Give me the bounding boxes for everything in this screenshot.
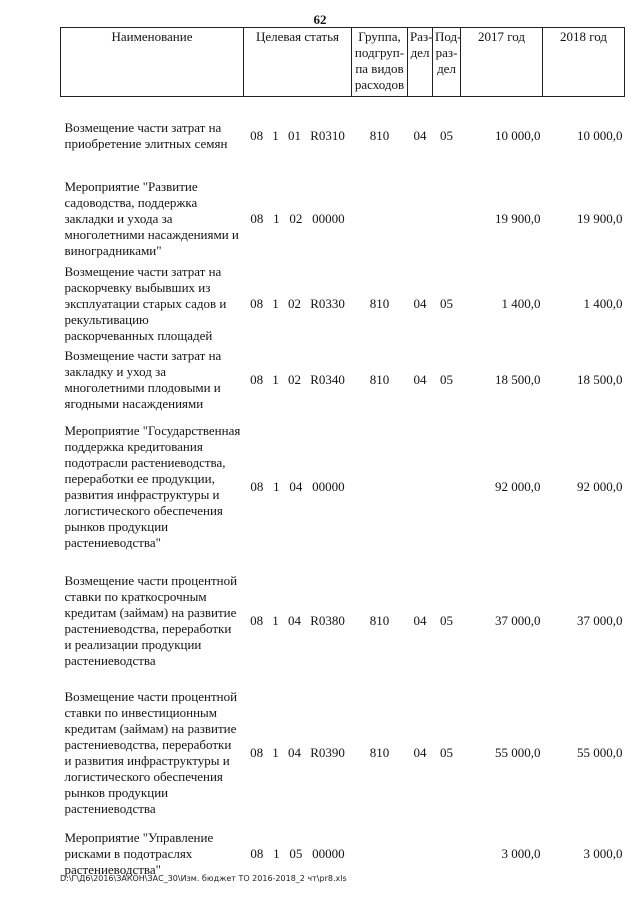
row-group	[352, 175, 408, 263]
table-row	[61, 415, 625, 560]
article-event: 04	[289, 479, 303, 494]
row-group: 810	[369, 744, 390, 760]
article-direction: 00000	[312, 479, 345, 494]
row-group: 810	[369, 612, 390, 628]
row-subsection	[433, 824, 461, 884]
row-2017: 3 000,0	[501, 845, 541, 861]
article-program: 08	[250, 744, 264, 760]
article-program: 08	[250, 295, 264, 311]
article-program: 08	[250, 845, 264, 861]
row-section: 04	[413, 127, 427, 143]
row-article	[244, 263, 352, 345]
row-section	[408, 824, 433, 884]
row-2018: 55 000,0	[577, 744, 623, 760]
row-section: 04	[413, 744, 427, 760]
row-2017: 92 000,0	[495, 479, 541, 494]
article-subprogram: 1	[272, 295, 279, 311]
file-path-footer: D:\Г\Д6\2016\ЗАКОН\ЗАС_30\Изм. бюджет ТО 2016-2018_2 чт\pr8.xls	[60, 874, 347, 883]
row-name: Возмещение части затрат на закладку и уход за многолетними плодовыми и ягодными насаждениями	[64, 347, 222, 411]
row-name: Мероприятие "Управление рисками в подотраслях растениеводства"	[64, 829, 214, 877]
article-event: 01	[288, 127, 301, 143]
article-event: 02	[289, 210, 303, 226]
row-section: 04	[413, 295, 427, 311]
article-event: 04	[288, 744, 301, 760]
row-subsection: 05	[440, 744, 453, 760]
row-subsection	[433, 175, 461, 263]
row-group	[352, 824, 408, 884]
row-name: Возмещение части процентной ставки по краткосрочным кредитам (займам) на развитие растениеводства, переработки и реализации продукции растениеводства	[64, 572, 238, 668]
article-direction: R0310	[310, 127, 345, 143]
row-2017: 19 900,0	[495, 210, 541, 226]
article-direction: 00000	[312, 210, 345, 226]
header-article: Целевая статья	[244, 28, 352, 97]
article-program: 08	[250, 371, 264, 387]
budget-table	[60, 27, 625, 884]
row-section: 04	[413, 612, 427, 628]
row-name: Мероприятие "Государственная поддержка кредитования подотрасли растениеводства, переработки ее продукции, развития инфраструктуры и логистического обеспечения рынков продукции растениеводства"	[64, 423, 241, 550]
table-row	[61, 345, 625, 415]
row-article	[244, 345, 352, 415]
row-2017: 18 500,0	[495, 371, 541, 387]
table-row	[61, 560, 625, 682]
row-section: 04	[413, 371, 427, 387]
row-subsection: 05	[440, 371, 453, 387]
article-program: 08	[250, 210, 264, 226]
row-group: 810	[369, 371, 390, 387]
article-direction: 00000	[312, 845, 345, 861]
row-2018: 3 000,0	[583, 845, 623, 861]
row-subsection	[433, 415, 461, 560]
row-subsection: 05	[440, 612, 453, 628]
row-name: Возмещение части затрат на приобретение элитных семян	[64, 119, 228, 151]
row-2018: 19 900,0	[577, 210, 623, 226]
row-article	[244, 415, 352, 560]
article-subprogram: 1	[273, 210, 280, 226]
row-2017: 37 000,0	[495, 612, 541, 628]
article-direction: R0330	[310, 295, 345, 311]
article-event: 04	[288, 612, 301, 628]
row-name: Возмещение части процентной ставки по инвестиционным кредитам (займам) на развитие растениеводства, переработки и развития инфраструктуры и логистического обеспечения рынков продукции растениеводства	[64, 688, 238, 816]
row-2018: 92 000,0	[577, 479, 623, 494]
article-subprogram: 1	[273, 479, 280, 494]
article-event: 05	[289, 845, 303, 861]
row-2018: 1 400,0	[583, 295, 623, 311]
article-subprogram: 1	[273, 845, 280, 861]
row-name: Мероприятие "Развитие садоводства, поддержка закладки и ухода за многолетними насаждениями и виноградниками"	[64, 178, 239, 258]
row-2018: 37 000,0	[577, 612, 623, 628]
row-section	[408, 415, 433, 560]
header-group: Группа, подгруп-па видов расходов	[352, 28, 408, 97]
article-event: 02	[288, 295, 301, 311]
row-2017: 55 000,0	[495, 744, 541, 760]
row-group	[352, 415, 408, 560]
article-subprogram: 1	[272, 612, 279, 628]
article-program: 08	[250, 127, 264, 143]
header-section: Раз-дел	[408, 28, 433, 97]
row-article	[244, 97, 352, 175]
header-2018: 2018 год	[543, 28, 625, 97]
header-2017: 2017 год	[461, 28, 543, 97]
row-subsection: 05	[440, 295, 453, 311]
row-article	[244, 682, 352, 824]
row-2017: 1 400,0	[501, 295, 541, 311]
article-event: 02	[288, 371, 301, 387]
row-article	[244, 175, 352, 263]
article-program: 08	[250, 612, 264, 628]
article-direction: R0340	[310, 371, 345, 387]
table-row	[61, 97, 625, 175]
article-subprogram: 1	[272, 127, 279, 143]
row-section	[408, 175, 433, 263]
row-2018: 18 500,0	[577, 371, 623, 387]
row-2017: 10 000,0	[495, 127, 541, 143]
row-subsection: 05	[440, 127, 453, 143]
row-name: Возмещение части затрат на раскорчевку выбывших из эксплуатации старых садов и рекультивацию раскорчеванных площадей	[64, 263, 227, 343]
article-direction: R0380	[310, 612, 345, 628]
table-header-row	[61, 28, 625, 97]
table-row	[61, 263, 625, 345]
table-row	[61, 682, 625, 824]
article-subprogram: 1	[272, 744, 279, 760]
row-2018: 10 000,0	[577, 127, 623, 143]
table-row	[61, 175, 625, 263]
row-group: 810	[369, 295, 390, 311]
row-group: 810	[369, 127, 390, 143]
header-name: Наименование	[61, 28, 244, 97]
header-subsection: Под-раз-дел	[433, 28, 461, 97]
article-direction: R0390	[310, 744, 345, 760]
article-program: 08	[250, 479, 264, 494]
page-number: 62	[313, 12, 327, 27]
article-subprogram: 1	[272, 371, 279, 387]
row-article	[244, 560, 352, 682]
